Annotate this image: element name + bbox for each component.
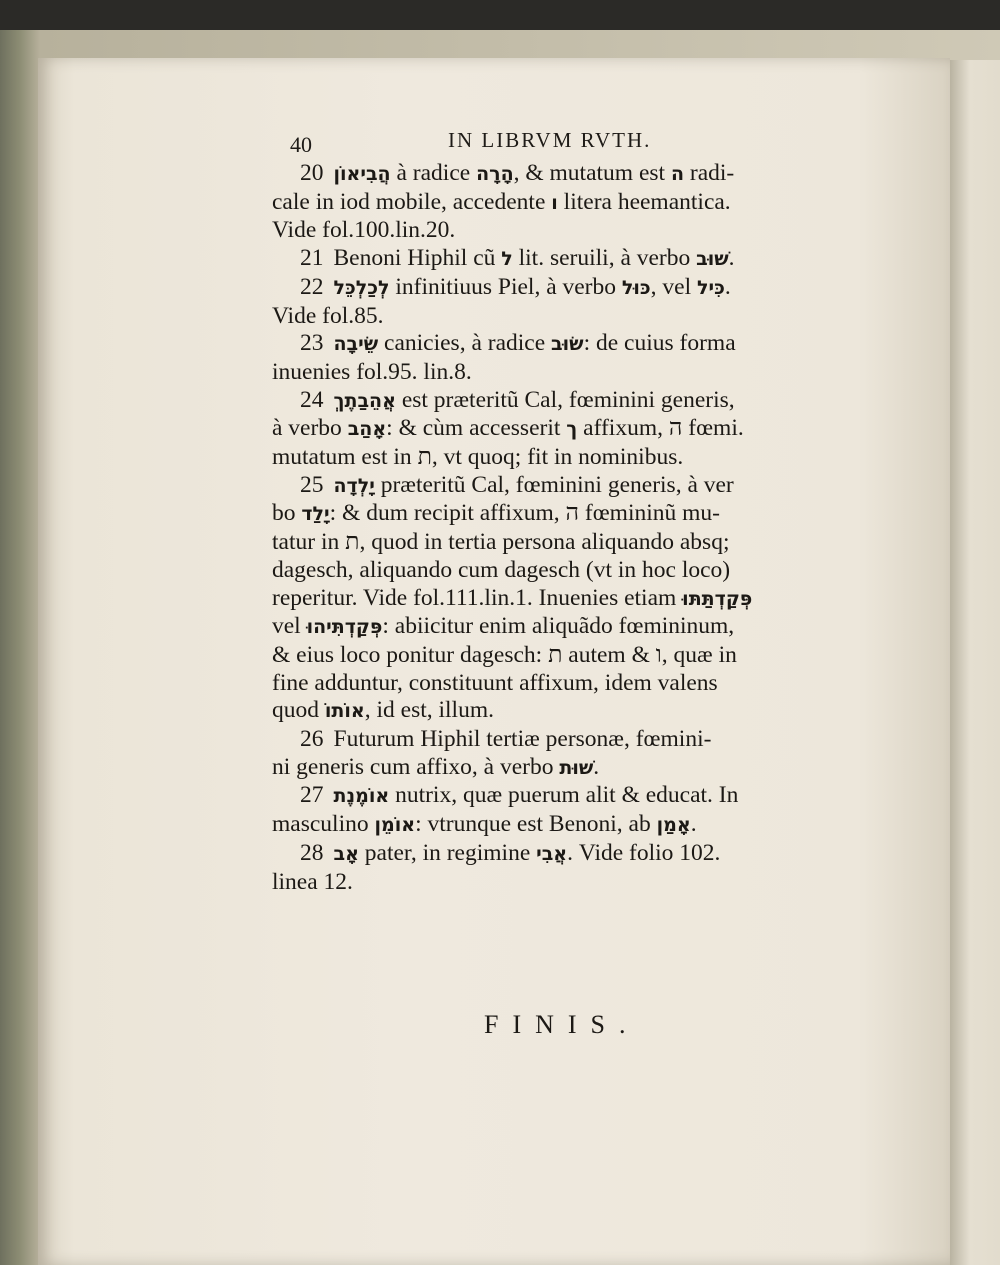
latin-text: Benoni Hiphil cũ: [333, 245, 502, 272]
latin-text: : vtrunque est Benoni, ab: [415, 811, 657, 838]
note-line: [272, 189, 852, 218]
hebrew-word: כּוּל: [621, 276, 651, 299]
hebrew-word: ה: [670, 163, 684, 185]
latin-text: affixum, ה fœmi.: [577, 415, 744, 442]
note-number: 21: [300, 245, 324, 272]
note-number: 20: [300, 160, 324, 186]
note-line: [272, 642, 852, 670]
latin-text: præteritũ Cal, fœminini generis, à ver: [374, 471, 734, 498]
hebrew-word: אוֹתוֹ: [324, 700, 365, 723]
latin-text: : de cuius forma: [583, 330, 736, 357]
hebrew-word: שׂוּב: [551, 333, 584, 356]
latin-text: , id est, illum.: [364, 697, 494, 724]
hebrew-word: כִּיל: [697, 276, 725, 299]
latin-text: tatur in ת, quod in tertia persona aliquando absq;: [272, 529, 730, 556]
note-line: [272, 529, 852, 557]
page-number: 40: [290, 132, 312, 157]
latin-text: .: [728, 245, 735, 272]
latin-text: radi-: [684, 160, 735, 186]
note-number: 25: [300, 471, 324, 498]
note-line: [272, 217, 852, 245]
note-line: [272, 303, 852, 331]
latin-text: fine adduntur, constituunt affixum, idem valens: [272, 669, 718, 696]
latin-text: Vide fol.100.lin.20.: [272, 217, 456, 244]
note-line: [272, 274, 852, 303]
latin-text: canicies, à radice: [378, 330, 552, 357]
finis: FINIS.: [484, 1010, 640, 1039]
latin-text: linea 12.: [272, 868, 353, 895]
note-number: 28: [300, 839, 324, 866]
note-line: [272, 782, 852, 811]
hebrew-word: אֲהֵבַתֶךְ: [333, 389, 396, 412]
hebrew-word: ך: [566, 418, 578, 441]
note-line: [272, 726, 852, 754]
note-line: [272, 557, 852, 585]
note-line: [272, 697, 852, 726]
note-line: [272, 415, 852, 444]
latin-text: bo: [272, 500, 302, 527]
note-line: [272, 245, 852, 274]
running-title: IN LIBRVM RVTH.: [448, 128, 652, 152]
note-number: 23: [300, 330, 324, 357]
latin-text: mutatum est in ת, vt quoq; fit in nominibus.: [272, 444, 684, 471]
note-line: [272, 670, 852, 698]
note-line: [272, 840, 852, 869]
hebrew-word: ל: [501, 248, 513, 271]
note-line: [272, 585, 852, 614]
hebrew-word: הָרָה: [476, 163, 514, 185]
latin-text: infinitiuus Piel, à verbo: [389, 273, 622, 300]
hebrew-word: אוֹמֶנֶת: [333, 785, 390, 808]
latin-text: à verbo: [272, 415, 348, 442]
latin-text: , vel: [650, 273, 698, 300]
latin-text: quod: [272, 697, 325, 724]
hebrew-word: אֲבִי: [536, 842, 568, 865]
latin-text: lit. seruili, à verbo: [512, 245, 697, 272]
latin-text: cale in iod mobile, accedente: [272, 188, 552, 215]
hebrew-word: לְכַלְכֵּל: [333, 276, 390, 299]
note-line: [272, 811, 852, 840]
page-header: [290, 128, 790, 158]
latin-text: est præteritũ Cal, fœminini generis,: [395, 386, 735, 413]
note-line: [272, 613, 852, 642]
latin-text: dagesch, aliquando cum dagesch (vt in hoc loco): [272, 556, 731, 583]
note-number: 27: [300, 782, 324, 809]
hebrew-word: אָהַב: [347, 418, 387, 441]
notes-text: [272, 160, 852, 896]
note-number: 24: [300, 386, 324, 413]
hebrew-word: שֵׂיבָה: [333, 333, 379, 356]
latin-text: .: [724, 273, 731, 300]
note-line: [272, 330, 852, 359]
hebrew-word: הֲבִיאוֹן: [333, 163, 391, 185]
note-number: 22: [300, 273, 324, 300]
latin-text: vel: [272, 613, 307, 640]
latin-text: inuenies fol.95. lin.8.: [272, 358, 472, 385]
next-page-edge: [950, 60, 1000, 1265]
latin-text: .: [690, 811, 697, 838]
latin-text: : & dum recipit affixum, ה fœmininũ mu-: [329, 500, 720, 527]
latin-text: nutrix, quæ puerum alit & educat. In: [389, 782, 739, 809]
hebrew-word: אוֹמֵן: [374, 814, 416, 837]
latin-text: masculino: [272, 811, 375, 838]
latin-text: . Vide folio 102.: [567, 839, 721, 866]
note-line: [272, 160, 852, 189]
note-line: [272, 869, 852, 897]
hebrew-word: אָמַן: [656, 814, 691, 837]
note-line: [272, 472, 852, 501]
latin-text: .: [593, 753, 600, 780]
note-line: [272, 359, 852, 387]
hebrew-word: יָלְדָה: [333, 474, 375, 497]
note-line: [272, 500, 852, 529]
hebrew-word: יָלַד: [301, 503, 330, 526]
latin-text: Vide fol.85.: [272, 302, 384, 329]
note-line: [272, 754, 852, 783]
latin-text: à radice: [390, 160, 477, 186]
latin-text: reperitur. Vide fol.111.lin.1. Inuenies etiam: [272, 584, 683, 611]
latin-text: : & cùm accesserit: [386, 415, 567, 442]
latin-text: litera heemantica.: [557, 188, 731, 215]
latin-text: : abiicitur enim aliquãdo fœmininum,: [382, 613, 735, 640]
latin-text: , & mutatum est: [513, 160, 671, 186]
latin-text: & eius loco ponitur dagesch: ת autem & ו, quæ in: [272, 641, 737, 668]
latin-text: pater, in regimine: [358, 839, 537, 866]
latin-text: ni generis cum affixo, à verbo: [272, 753, 560, 780]
hebrew-word: פְּקַדְתַּתּוּ: [682, 587, 753, 610]
hebrew-word: ו: [551, 191, 558, 214]
hebrew-word: אָב: [333, 842, 359, 865]
note-line: [272, 387, 852, 416]
note-number: 26: [300, 726, 324, 753]
note-line: [272, 444, 852, 472]
hebrew-word: שׁוּב: [696, 248, 729, 271]
latin-text: Futurum Hiphil tertiæ personæ, fœmini-: [333, 726, 712, 753]
hebrew-word: פְּקַדְתִּיהוּ: [306, 616, 383, 639]
hebrew-word: שׁוּת: [559, 756, 594, 779]
